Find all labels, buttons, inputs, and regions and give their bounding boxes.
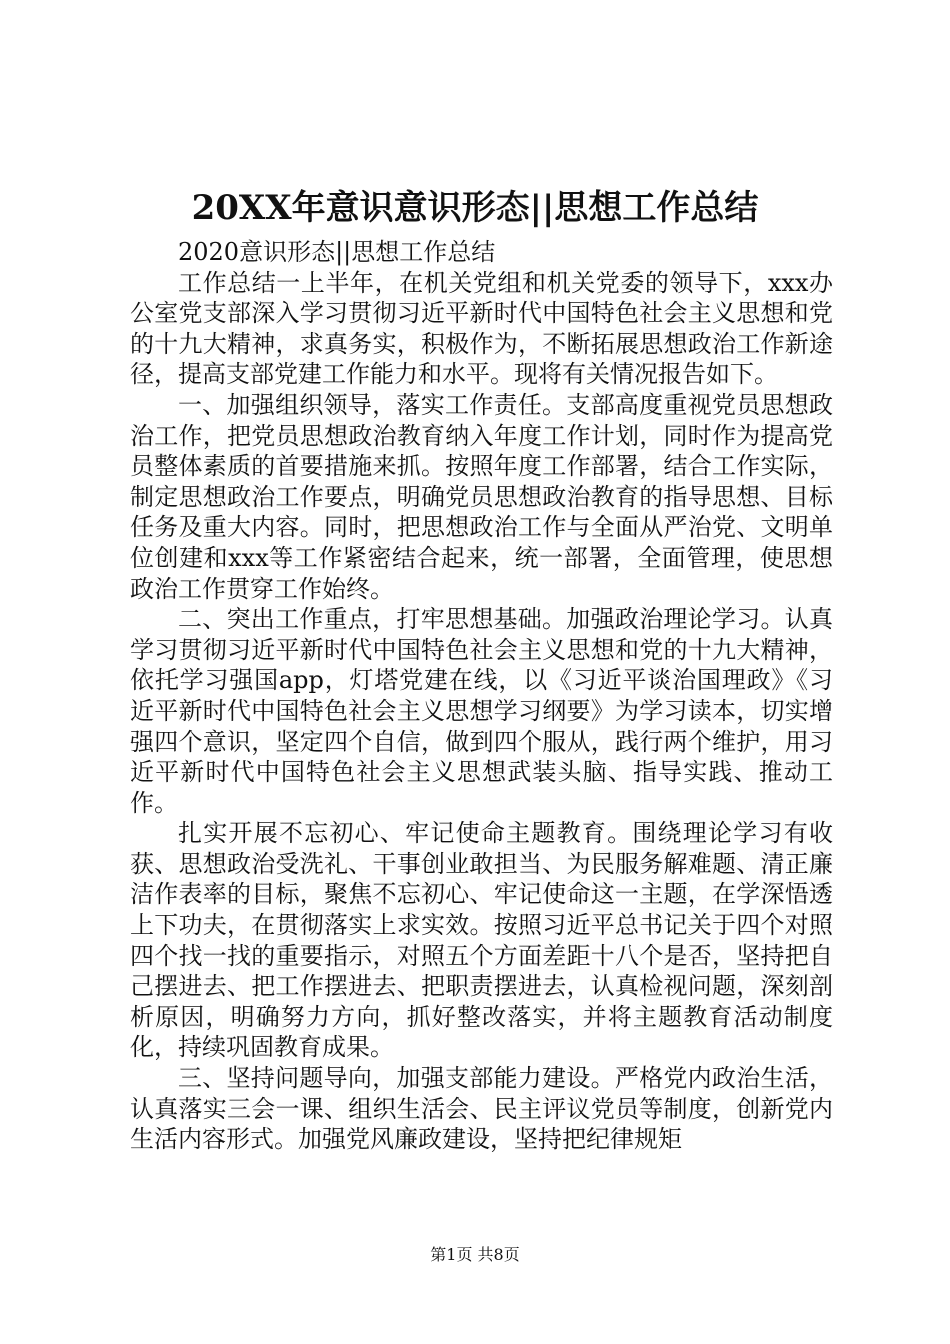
paragraph-section-1: 一、加强组织领导，落实工作责任。支部高度重视党员思想政治工作，把党员思想政治教育纳入年度工作计划，同时作为提高党员整体素质的首要措施来抓。按照年度工作部署，结合工作实际，制定思想政治工作要点，明确党员思想政治教育的指导思想、目标任务及重大内容。同时，把思想政治工作与全面从严治党、文明单位创建和xxx等工作紧密结合起来，统一部署，全面管理，使思想政治工作贯穿工作始终。: [130, 390, 833, 603]
document-body: [130, 237, 833, 1155]
page-number-footer: 第1页 共8页: [430, 1245, 520, 1264]
paragraph-intro: 工作总结一上半年，在机关党组和机关党委的领导下，xxx办公室党支部深入学习贯彻习近平新时代中国特色社会主义思想和党的十九大精神，求真务实，积极作为，不断拓展思想政治工作新途径，提高支部党建工作能力和水平。现将有关情况报告如下。: [130, 268, 833, 389]
paragraph-section-2: 二、突出工作重点，打牢思想基础。加强政治理论学习。认真学习贯彻习近平新时代中国特色社会主义思想和党的十九大精神，依托学习强国app，灯塔党建在线，以《习近平谈治国理政》《习近平新时代中国特色社会主义思想学习纲要》为学习读本，切实增强四个意识，坚定四个自信，做到四个服从，践行两个维护，用习近平新时代中国特色社会主义思想武装头脑、指导实践、推动工作。: [130, 605, 833, 817]
paragraph-education: 扎实开展不忘初心、牢记使命主题教育。围绕理论学习有收获、思想政治受洗礼、干事创业敢担当、为民服务解难题、清正廉洁作表率的目标，聚焦不忘初心、牢记使命这一主题，在学深悟透上下功夫，在贯彻落实上求实效。按照习近平总书记关于四个对照四个找一找的重要指示，对照五个方面差距十八个是否，坚持把自己摆进去、把工作摆进去、把职责摆进去，认真检视问题，深刻剖析原因，明确努力方向，抓好整改落实，并将主题教育活动制度化，持续巩固教育成果。: [130, 819, 833, 1062]
paragraph-subtitle: 2020意识形态||思想工作总结: [178, 238, 496, 266]
paragraph-section-3: 三、坚持问题导向，加强支部能力建设。严格党内政治生活，认真落实三会一课、组织生活会、民主评议党员等制度，创新党内生活内容形式。加强党风廉政建设，坚持把纪律规矩: [130, 1064, 833, 1154]
document-title: 20XX年意识意识形态||思想工作总结: [191, 188, 759, 228]
